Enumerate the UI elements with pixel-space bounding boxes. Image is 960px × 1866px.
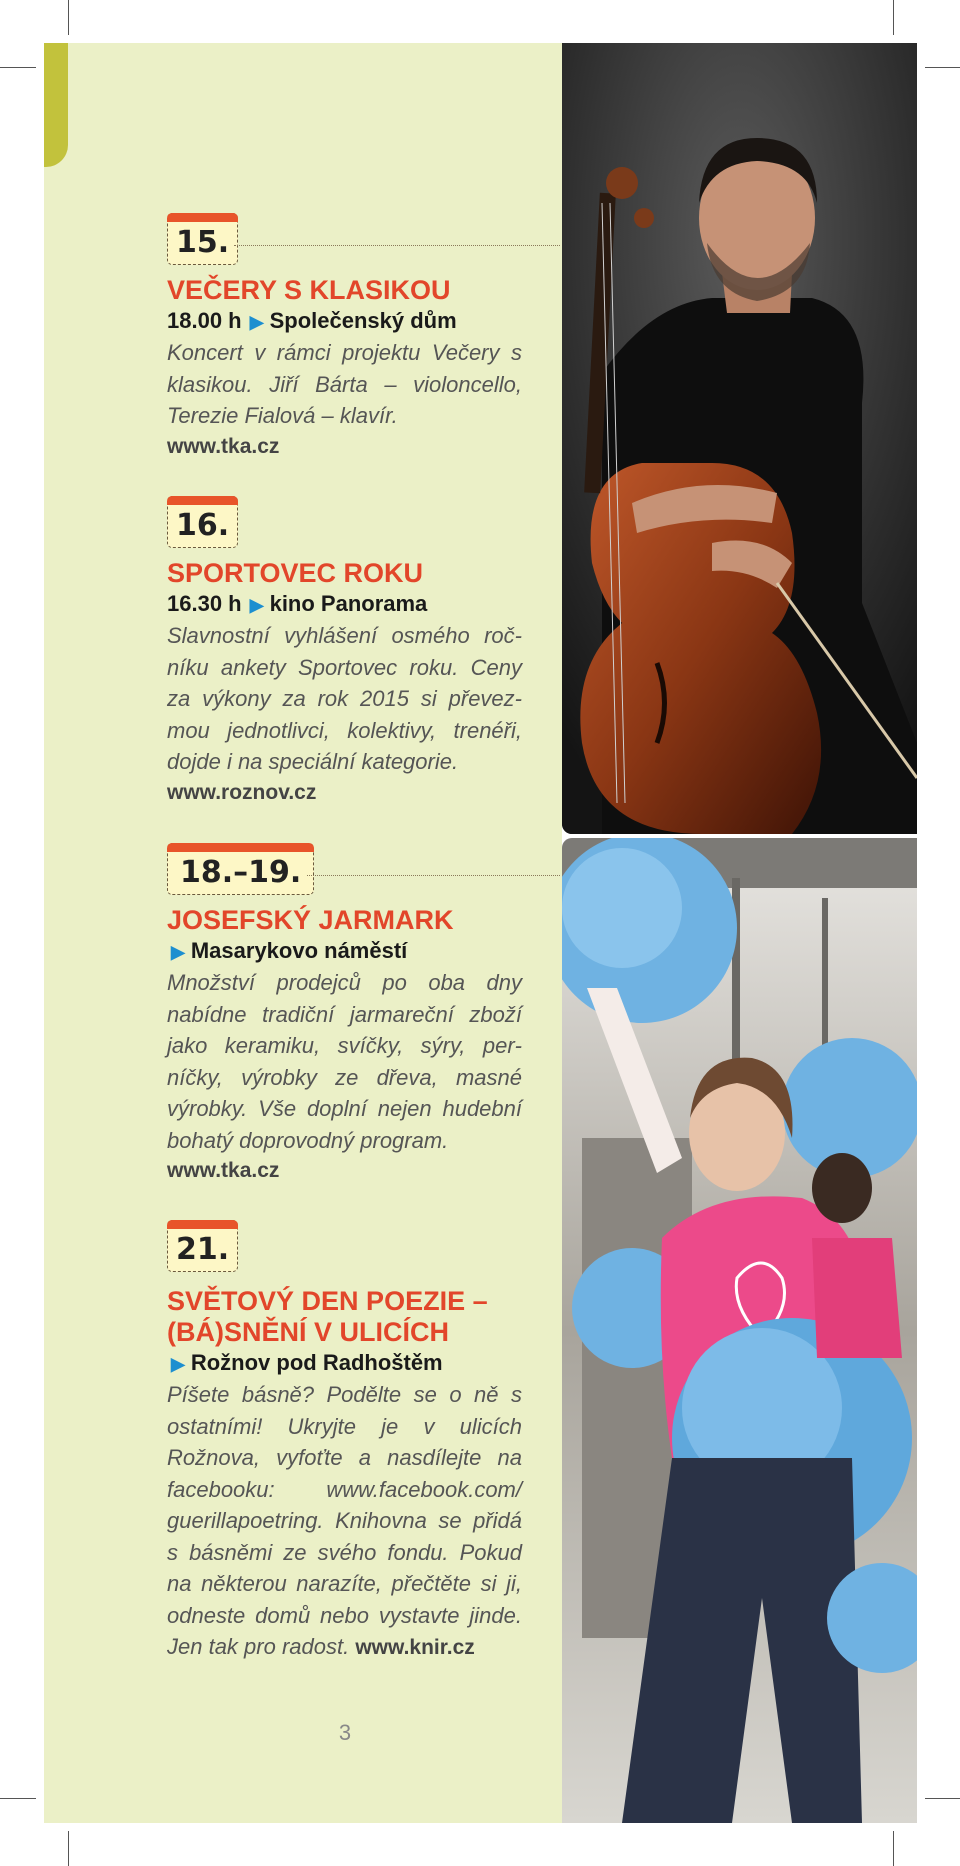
event-place: Masarykovo náměstí [190, 938, 408, 963]
date-badge: 15. [167, 213, 238, 265]
photo-cheerleader [562, 838, 917, 1823]
crop-mark [68, 0, 69, 35]
date-badge: 18.–19. [167, 843, 314, 895]
play-triangle-icon: ▶ [171, 942, 185, 962]
play-triangle-icon: ▶ [171, 1354, 185, 1374]
event-link[interactable]: www.tka.cz [167, 1159, 280, 1182]
event-place: Rožnov pod Radhoštěm [190, 1350, 443, 1375]
event-title-line-2: (BÁ)SNĚNÍ V ULICÍCH [167, 1317, 449, 1347]
crop-mark [0, 67, 36, 68]
date-badge: 16. [167, 496, 238, 548]
event-15 [167, 213, 522, 462]
event-time-place [167, 306, 522, 337]
event-title: VEČERY S KLASIKOU [167, 275, 451, 305]
event-title: JOSEFSKÝ JARMARK [167, 905, 454, 935]
event-place-line [167, 1348, 522, 1379]
crop-mark [0, 1798, 36, 1799]
event-place-line [167, 936, 522, 967]
event-title [167, 1286, 522, 1348]
event-18-19 [167, 843, 522, 1186]
crop-mark [893, 1831, 894, 1866]
event-title-line-1: SVĚTOVÝ DEN POEZIE – [167, 1286, 488, 1316]
event-description: Množství prodejců po oba dny nabídne tradiční jarmareční zboží jako keramiku, svíčky, sýry, perníčky, výrobky ze dřeva, masné výrobky. Vše doplní nejen hudební bohatý doprovodný program. [167, 970, 522, 1153]
crop-mark [925, 67, 960, 68]
event-place: kino Panorama [269, 591, 428, 616]
play-triangle-icon: ▶ [249, 595, 264, 615]
dotted-divider [307, 875, 560, 876]
date-badge: 21. [167, 1220, 238, 1272]
event-16 [167, 496, 522, 808]
dotted-divider [234, 245, 560, 246]
crop-mark [893, 0, 894, 35]
event-21 [167, 1220, 522, 1663]
page-number: 3 [338, 1720, 352, 1745]
event-description: Slavnostní vyhlášení osmého ročníku ankety Sportovec roku. Ceny za výkony za rok 2015 si převezmou jednotlivci, kolektivy, trenéři, dojde i na speciální kategorie. [167, 623, 522, 774]
event-place: Společenský dům [269, 308, 457, 333]
crop-mark [68, 1831, 69, 1866]
crop-mark [925, 1798, 960, 1799]
event-title: SPORTOVEC ROKU [167, 558, 424, 588]
event-link[interactable]: www.tka.cz [167, 434, 280, 458]
event-link[interactable]: www.roznov.cz [167, 780, 317, 804]
event-description: Píšete básně? Podělte se o ně s ostatními! Ukryjte je v ulicích Rožnova, vyfoťte a nasdílejte na facebooku: www.facebook.com/ guerillapoetring. Knihovna se přidá s básněmi ze svého fondu. Pokud na některou narazíte, přečtěte si ji, odneste domů nebo vystavte jinde. Jen tak pro radost. www.knir.cz [167, 1382, 522, 1659]
event-link[interactable]: www.knir.cz [355, 1636, 475, 1659]
accent-tab [44, 43, 68, 167]
photo-cellist [562, 43, 917, 834]
event-description: Koncert v rámci projektu Večery s klasikou. Jiří Bárta – violoncello, Terezie Fialová – klavír. [167, 340, 522, 428]
event-time: 16.30 h [167, 591, 242, 616]
event-time-place [167, 589, 522, 620]
event-time: 18.00 h [167, 308, 242, 333]
play-triangle-icon: ▶ [249, 312, 264, 332]
